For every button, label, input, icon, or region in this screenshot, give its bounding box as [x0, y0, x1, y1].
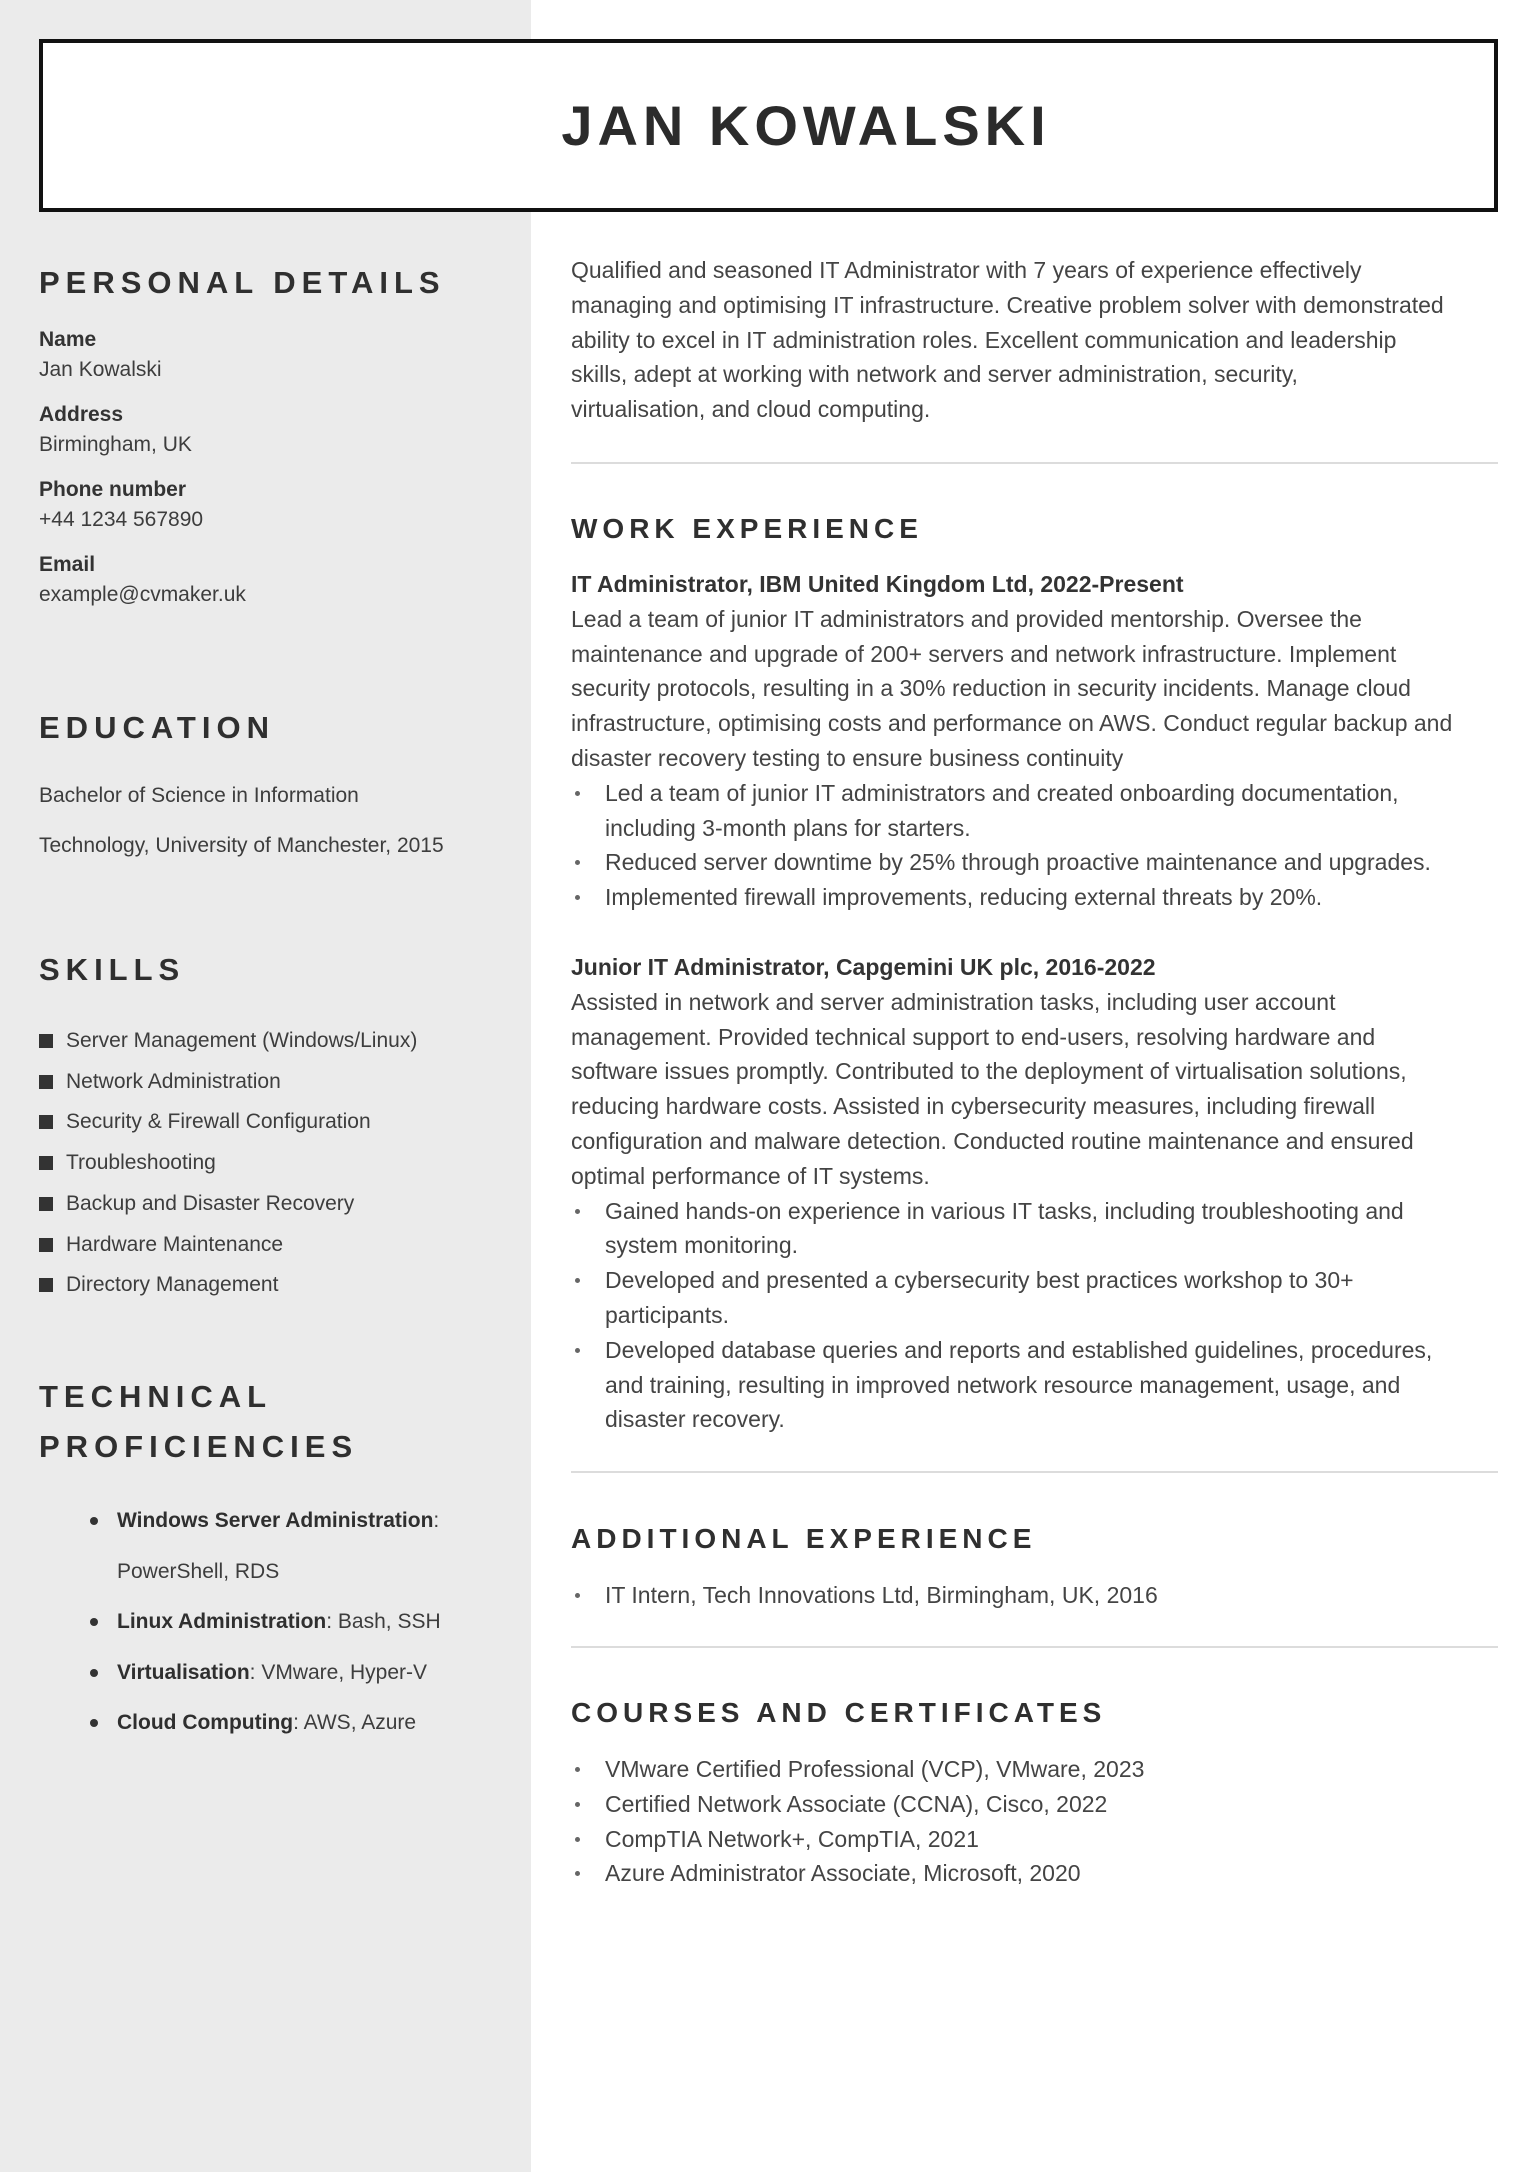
proficiency-title: Cloud Computing [117, 1711, 294, 1734]
bullet-icon [575, 860, 580, 865]
additional-experience-heading: ADDITIONAL EXPERIENCE [571, 1523, 1037, 1554]
detail-value: example@cvmaker.uk [39, 583, 246, 606]
section-divider [571, 462, 1498, 464]
name-header-box [39, 39, 1498, 212]
list-item [39, 1102, 509, 1143]
list-item-continuation [90, 1547, 509, 1598]
job-description-line: reducing hardware costs. Assisted in cybersecurity measures, including firewall [571, 1093, 1376, 1120]
bullet-icon [575, 1802, 580, 1807]
detail-label: Email [39, 553, 96, 576]
detail-value: Birmingham, UK [39, 433, 192, 456]
summary-line: Qualified and seasoned IT Administrator with 7 years of experience effectively [571, 257, 1362, 283]
job-description-line: management. Provided technical support to end-users, resolving hardware and [571, 1023, 1376, 1050]
list-item [571, 1856, 1498, 1891]
job-description-line: disaster recovery testing to ensure business continuity [571, 744, 1124, 771]
skills-heading: SKILLS [39, 952, 186, 987]
bullet-line: including 3-month plans for starters. [605, 814, 971, 841]
candidate-name: JAN KOWALSKI [561, 94, 1051, 157]
list-item [571, 1822, 1498, 1857]
bullet-line: Developed database queries and reports and established guidelines, procedures, [605, 1336, 1433, 1363]
summary-line: skills, adept at working with network and server administration, security, [571, 361, 1298, 388]
job-title: Junior IT Administrator, Capgemini UK plc, 2016-2022 [571, 953, 1156, 980]
list-item [39, 1265, 509, 1306]
bullet-icon [575, 1209, 580, 1214]
detail-value: Jan Kowalski [39, 358, 162, 381]
list-item [571, 1578, 1498, 1613]
job-entry [571, 950, 1498, 1437]
proficiency-detail: : VMware, Hyper-V [249, 1660, 428, 1684]
bullet-icon [575, 1871, 580, 1876]
square-bullet-icon [39, 1238, 53, 1252]
additional-experience-list [571, 1578, 1498, 1613]
skill-text: Network Administration [66, 1069, 281, 1093]
skills-section [39, 945, 509, 1306]
education-line: Bachelor of Science in Information [39, 784, 359, 807]
bullet-icon [575, 791, 580, 796]
bullet-icon [575, 1593, 580, 1598]
personal-details-section [39, 258, 509, 625]
list-item [39, 1184, 509, 1225]
additional-experience-text: IT Intern, Tech Innovations Ltd, Birmingham, UK, 2016 [605, 1582, 1158, 1608]
personal-details-heading: PERSONAL DETAILS [39, 265, 446, 300]
list-item [39, 1062, 509, 1103]
bullet-line: Gained hands-on experience in various IT tasks, including troubleshooting and [605, 1197, 1404, 1224]
proficiency-detail: : AWS, Azure [293, 1711, 417, 1734]
education-heading: EDUCATION [39, 710, 275, 745]
job-description-line: Lead a team of junior IT administrators and provided mentorship. Oversee the [571, 605, 1362, 632]
courses-heading: COURSES AND CERTIFICATES [571, 1697, 1107, 1728]
proficiency-detail: : Bash, SSH [326, 1610, 441, 1633]
section-divider [571, 1646, 1498, 1648]
detail-label: Phone number [39, 478, 187, 501]
bullet-icon [575, 1278, 580, 1283]
list-item [571, 880, 1498, 915]
skill-text: Server Management (Windows/Linux) [66, 1029, 418, 1052]
list-item [90, 1597, 509, 1648]
square-bullet-icon [39, 1115, 53, 1129]
skills-list [39, 1021, 509, 1306]
bullet-line: Led a team of junior IT administrators and created onboarding documentation, [605, 779, 1399, 806]
job-entry [571, 567, 1498, 915]
work-experience-heading: WORK EXPERIENCE [571, 513, 923, 544]
list-item [571, 776, 1498, 846]
proficiency-title: Virtualisation [117, 1660, 250, 1684]
list-item [39, 1021, 509, 1062]
bullet-icon [575, 1767, 580, 1772]
courses-section [571, 1693, 1498, 1891]
personal-details-list [39, 325, 509, 610]
bullet-line: participants. [605, 1301, 730, 1328]
bullet-icon [575, 1837, 580, 1842]
technical-proficiencies-list [39, 1496, 509, 1749]
summary-section [571, 253, 1498, 427]
list-item [571, 845, 1498, 880]
course-text: Certified Network Associate (CCNA), Cisco, 2022 [605, 1790, 1108, 1817]
square-bullet-icon [39, 1197, 53, 1211]
skill-text: Security & Firewall Configuration [66, 1110, 371, 1134]
square-bullet-icon [39, 1156, 53, 1170]
job-description-line: maintenance and upgrade of 200+ servers and network infrastructure. Implement [571, 640, 1397, 667]
square-bullet-icon [39, 1278, 53, 1292]
summary-line: managing and optimising IT infrastructure. Creative problem solver with demonstrated [571, 291, 1444, 318]
bullet-line: Implemented firewall improvements, reducing external threats by 20%. [605, 884, 1323, 911]
square-bullet-icon [39, 1034, 53, 1048]
job-description-line: Assisted in network and server administration tasks, including user account [571, 988, 1336, 1015]
summary-line: virtualisation, and cloud computing. [571, 396, 931, 423]
technical-proficiencies-section [39, 1372, 509, 1749]
bullet-line: disaster recovery. [605, 1406, 785, 1433]
detail-label: Name [39, 328, 97, 351]
proficiency-title: Linux Administration [117, 1610, 327, 1633]
job-description-line: optimal performance of IT systems. [571, 1162, 930, 1189]
courses-list [571, 1752, 1498, 1891]
skill-text: Troubleshooting [66, 1151, 216, 1175]
list-item [571, 1263, 1498, 1333]
bullet-icon [90, 1669, 98, 1677]
job-description-line: security protocols, resulting in a 30% reduction in security incidents. Manage cloud [571, 675, 1411, 702]
heading-line: TECHNICAL [39, 1379, 273, 1414]
work-experience-section [571, 509, 1498, 1437]
job-description-line: infrastructure, optimising costs and performance on AWS. Conduct regular backup and [571, 710, 1453, 737]
detail-label: Address [39, 403, 124, 426]
education-section [39, 703, 509, 871]
job-achievements-list [571, 1194, 1498, 1438]
list-item [571, 1333, 1498, 1437]
heading-line: PROFICIENCIES [39, 1429, 359, 1464]
bullet-icon [90, 1719, 98, 1727]
list-item [571, 1752, 1498, 1787]
proficiency-title: Windows Server Administration [117, 1509, 434, 1532]
technical-proficiencies-heading [39, 1372, 509, 1472]
list-item [39, 1143, 509, 1184]
summary-line: ability to excel in IT administration roles. Excellent communication and leadership [571, 326, 1397, 353]
bullet-line: and training, resulting in improved network resource management, usage, and [605, 1371, 1401, 1398]
bullet-line: Reduced server downtime by 25% through proactive maintenance and upgrades. [605, 849, 1431, 876]
course-text: Azure Administrator Associate, Microsoft, 2020 [605, 1860, 1081, 1887]
list-item [90, 1496, 509, 1547]
additional-experience-section [571, 1519, 1498, 1613]
list-item [90, 1698, 509, 1749]
course-text: VMware Certified Professional (VCP), VMware, 2023 [605, 1756, 1145, 1782]
education-line: Technology, University of Manchester, 2015 [39, 834, 444, 857]
course-text: CompTIA Network+, CompTIA, 2021 [605, 1825, 979, 1852]
list-item [90, 1648, 509, 1699]
bullet-icon [575, 895, 580, 900]
job-title: IT Administrator, IBM United Kingdom Ltd, 2022-Present [571, 571, 1184, 597]
skill-text: Directory Management [66, 1273, 279, 1297]
bullet-line: system monitoring. [605, 1232, 799, 1259]
job-achievements-list [571, 776, 1498, 915]
skill-text: Backup and Disaster Recovery [66, 1191, 355, 1215]
proficiency-detail: PowerShell, RDS [117, 1559, 280, 1583]
list-item [571, 1194, 1498, 1264]
list-item [571, 1787, 1498, 1822]
job-description-line: configuration and malware detection. Conducted routine maintenance and ensured [571, 1127, 1414, 1154]
detail-value: +44 1234 567890 [39, 508, 204, 531]
square-bullet-icon [39, 1075, 53, 1089]
bullet-icon [90, 1517, 98, 1525]
bullet-icon [575, 1348, 580, 1353]
bullet-icon [90, 1618, 98, 1626]
job-description-line: software issues promptly. Contributed to the deployment of virtualisation solutions, [571, 1058, 1407, 1085]
skill-text: Hardware Maintenance [66, 1232, 284, 1256]
bullet-line: Developed and presented a cybersecurity best practices workshop to 30+ [605, 1267, 1354, 1294]
section-divider [571, 1471, 1498, 1473]
proficiency-detail: : [433, 1509, 440, 1532]
list-item [39, 1225, 509, 1266]
